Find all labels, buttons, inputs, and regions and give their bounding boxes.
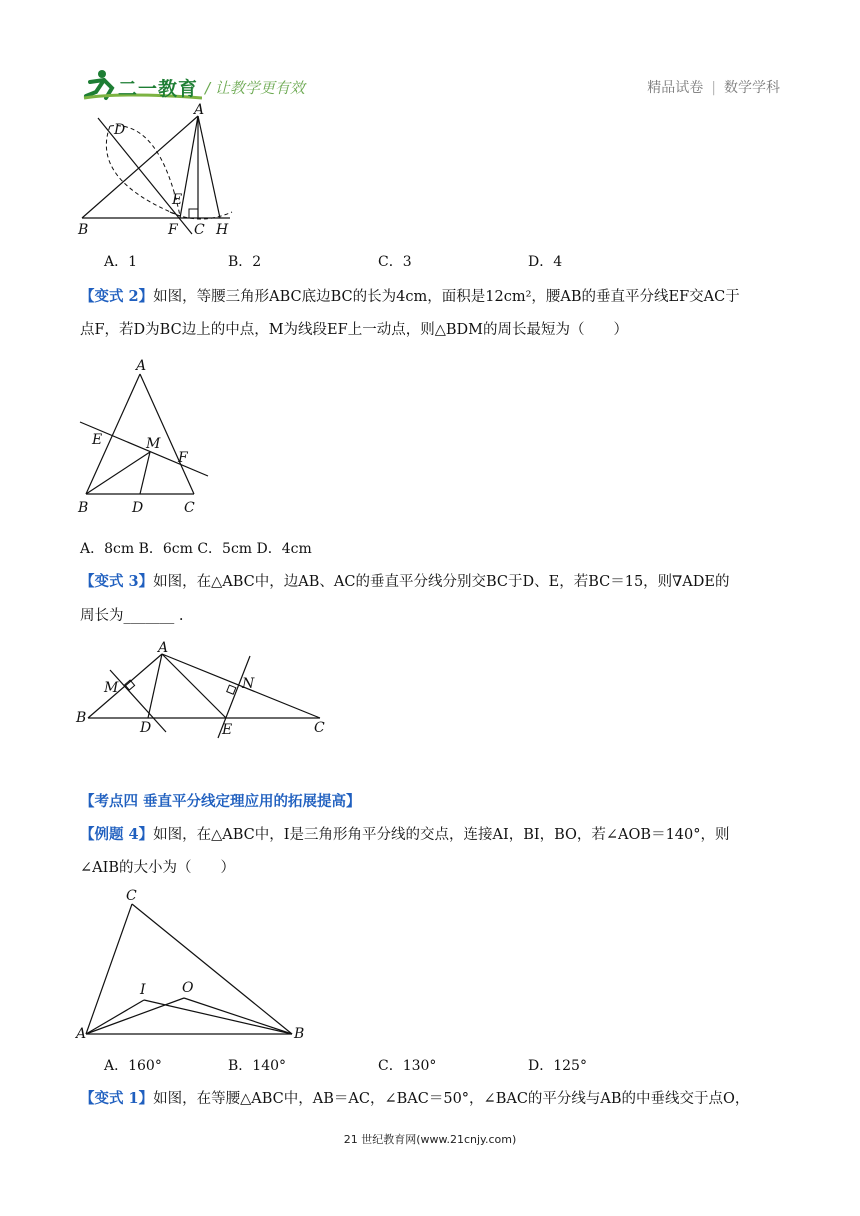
variant-2-text-2: 点F，若D为BC边上的中点，M为线段EF上一动点，则△BDM的周长最短为（ ） [80,322,628,338]
variant-2-options[interactable]: A．8cm B．6cm C．5cm D．4cm [80,541,312,557]
variant-1-text-1: 如图，在等腰△ABC中，AB＝AC，∠BAC＝50°，∠BAC的平分线与AB的中垂线交于点O， [153,1091,750,1107]
example-4-text-2: ∠AIB的大小为（ ） [80,860,236,876]
option-c[interactable]: C．3 [378,254,412,270]
fig2-label: E [92,432,103,448]
fig1-label: F [168,222,178,238]
option-d[interactable]: D．125° [528,1058,587,1074]
variant-1-line-1 [80,1089,749,1109]
fig3-label: M [104,680,119,696]
figure-1 [70,100,250,240]
option-a[interactable]: A．160° [104,1058,162,1074]
fig3-label: A [158,640,169,656]
q1-options [0,251,860,271]
brand-name: 二一教育 [118,78,199,100]
fig4-label: B [294,1026,305,1042]
option-c[interactable]: C．130° [378,1058,437,1074]
fig1-label: H [216,222,229,238]
fig1-label: D [114,122,126,138]
variant-3-tag: 【变式 3】 [80,573,154,590]
example-4-line-1 [80,825,730,845]
fig1-label: C [194,222,205,238]
fig3-label: B [76,710,87,726]
example-4-options [0,1055,860,1075]
header-separator: | [711,80,716,96]
fig2-label: B [78,500,89,516]
option-d[interactable]: D．4 [528,254,563,270]
variant-1-tag: 【变式 1】 [80,1090,154,1107]
fig4-label: I [140,982,146,998]
fig1-label: B [78,222,89,238]
section-4-title: 【考点四 垂直平分线定理应用的拓展提高】 [80,793,361,810]
fig2-label: A [136,358,147,374]
figure-2 [70,354,220,520]
brand-slogan: / 让教学更有效 [205,79,305,97]
fig2-label: M [146,436,161,452]
fig3-label: N [242,676,255,692]
header-subject-name: 数学学科 [724,80,780,96]
fig4-label: A [76,1026,87,1042]
variant-2-text-1: 如图，等腰三角形ABC底边BC的长为4cm，面积是12cm²，腰AB的垂直平分线EF交AC于 [153,289,740,305]
variant-2-tag: 【变式 2】 [80,288,154,305]
figure-4 [70,884,320,1046]
variant-2-line-1 [80,287,740,307]
option-b[interactable]: B．140° [228,1058,287,1074]
fig1-label: E [172,192,183,208]
fig1-label: A [194,102,205,118]
fig4-label: O [182,980,194,996]
variant-3-line-1 [80,572,729,592]
option-a[interactable]: A．1 [104,254,138,270]
fig2-label: C [184,500,195,516]
fig2-label: D [132,500,144,516]
header-subject [647,77,780,97]
fig3-label: E [222,722,233,738]
variant-3-text-2: 周长为_______ . [80,608,184,624]
figure-3 [70,638,340,742]
option-b[interactable]: B．2 [228,254,262,270]
example-4-text-1: 如图，在△ABC中，I是三角形角平分线的交点，连接AI，BI，BO，若∠AOB＝140°，则 [153,827,730,843]
fig4-label: C [126,888,137,904]
page-footer: 21 世纪教育网(www.21cnjy.com) [343,1133,517,1146]
fig3-label: C [314,720,325,736]
fig2-label: F [178,450,188,466]
variant-3-text-1: 如图，在△ABC中，边AB、AC的垂直平分线分别交BC于D、E，若BC＝15，则∇ADE的 [153,574,730,590]
example-4-tag: 【例题 4】 [80,826,154,843]
fig3-label: D [140,720,152,736]
header-paper-type: 精品试卷 [647,80,704,96]
